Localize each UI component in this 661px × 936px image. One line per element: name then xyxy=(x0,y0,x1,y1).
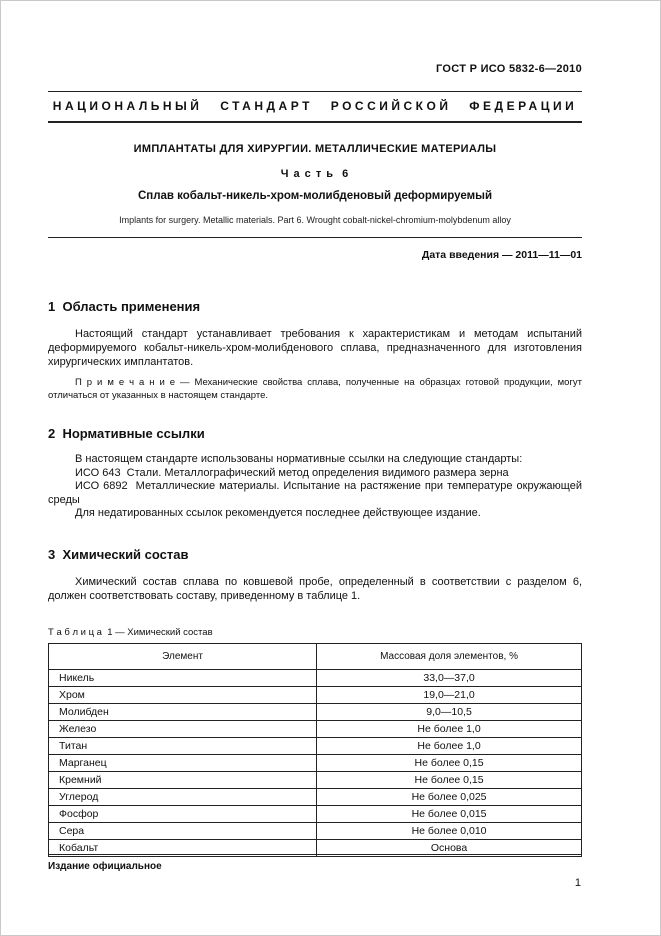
section-1-note: П р и м е ч а н и е — Механические свойства сплава, полученные на образцах готовой продукции, могут отличаться от указанных в настоящем стандарте. xyxy=(48,377,582,401)
element-name: Хром xyxy=(49,686,317,703)
table-row xyxy=(49,822,582,839)
element-name: Титан xyxy=(49,737,317,754)
element-name: Железо xyxy=(49,720,317,737)
element-value: Не более 0,010 xyxy=(317,822,582,839)
document-title: ИМПЛАНТАТЫ ДЛЯ ХИРУРГИИ. МЕТАЛЛИЧЕСКИЕ МАТЕРИАЛЫ xyxy=(133,143,497,155)
table-row xyxy=(49,771,582,788)
reference-line: ИСО 643 Стали. Металлографический метод определения видимого размера зерна xyxy=(75,466,509,479)
section-3-heading: 3 Химический состав xyxy=(48,546,189,562)
element-value: Не более 0,015 xyxy=(317,805,582,822)
table-row xyxy=(49,686,582,703)
element-value: Основа xyxy=(317,839,582,856)
table-header-row xyxy=(49,643,582,669)
column-header-element: Элемент xyxy=(49,643,317,669)
chemical-composition-table xyxy=(48,643,582,857)
table-row xyxy=(49,754,582,771)
document-subtitle: Сплав кобальт-никель-хром-молибденовый деформируемый xyxy=(137,190,493,202)
section-2-heading: 2 Нормативные ссылки xyxy=(48,426,205,441)
normative-references xyxy=(48,453,586,521)
national-standard-banner: НАЦИОНАЛЬНЫЙ СТАНДАРТ РОССИЙСКОЙ ФЕДЕРАЦИИ xyxy=(48,91,582,123)
edition-note: Издание официальное xyxy=(48,854,582,872)
element-value: Не более 0,15 xyxy=(317,771,582,788)
page-number: 1 xyxy=(574,877,581,889)
element-name: Кобальт xyxy=(49,839,317,856)
column-header-mass-fraction: Массовая доля элементов, % xyxy=(317,643,582,669)
element-name: Никель xyxy=(49,669,317,686)
element-name: Углерод xyxy=(49,788,317,805)
table-row xyxy=(49,669,582,686)
table-caption: Т а б л и ц а 1 — Химический состав xyxy=(48,626,213,638)
reference-line: В настоящем стандарте использованы нормативные ссылки на следующие стандарты: xyxy=(75,453,523,465)
section-1-paragraph: Настоящий стандарт устанавливает требования к характеристикам и методам испытаний деформируемого кобальт-никель-хром-молибденового сплава, предназначенного для изготовления хирургических имплантатов. xyxy=(48,328,582,368)
element-name: Марганец xyxy=(49,754,317,771)
table-row xyxy=(49,703,582,720)
reference-line: ИСО 6892 Металлические материалы. Испытание на растяжение при температуре окружающей среды xyxy=(48,480,586,506)
effective-date: Дата введения — 2011—11—01 xyxy=(421,249,582,261)
element-name: Кремний xyxy=(49,771,317,788)
table-row xyxy=(49,737,582,754)
part-label: Ч а с т ь 6 xyxy=(280,168,350,180)
table-row xyxy=(49,720,582,737)
element-value: Не более 1,0 xyxy=(317,720,582,737)
element-value: Не более 0,15 xyxy=(317,754,582,771)
element-name: Молибден xyxy=(49,703,317,720)
document-title-english: Implants for surgery. Metallic materials. Part 6. Wrought cobalt-nickel-chromium-molybdenum alloy xyxy=(119,215,511,225)
header-divider xyxy=(48,237,582,238)
table-row xyxy=(49,788,582,805)
reference-line: Для недатированных ссылок рекомендуется последнее действующее издание. xyxy=(75,507,481,520)
table-row xyxy=(49,805,582,822)
element-value: 9,0—10,5 xyxy=(317,703,582,720)
section-3-paragraph: Химический состав сплава по ковшевой пробе, определенный в соответствии с разделом 6, должен соответствовать составу, приведенному в таблице 1. xyxy=(48,575,582,602)
element-name: Сера xyxy=(49,822,317,839)
element-value: Не более 0,025 xyxy=(317,788,582,805)
element-value: Не более 1,0 xyxy=(317,737,582,754)
element-value: 19,0—21,0 xyxy=(317,686,582,703)
element-value: 33,0—37,0 xyxy=(317,669,582,686)
doc-number: ГОСТ Р ИСО 5832-6—2010 xyxy=(436,63,582,75)
element-name: Фосфор xyxy=(49,805,317,822)
section-1-heading: 1 Область применения xyxy=(48,299,201,314)
